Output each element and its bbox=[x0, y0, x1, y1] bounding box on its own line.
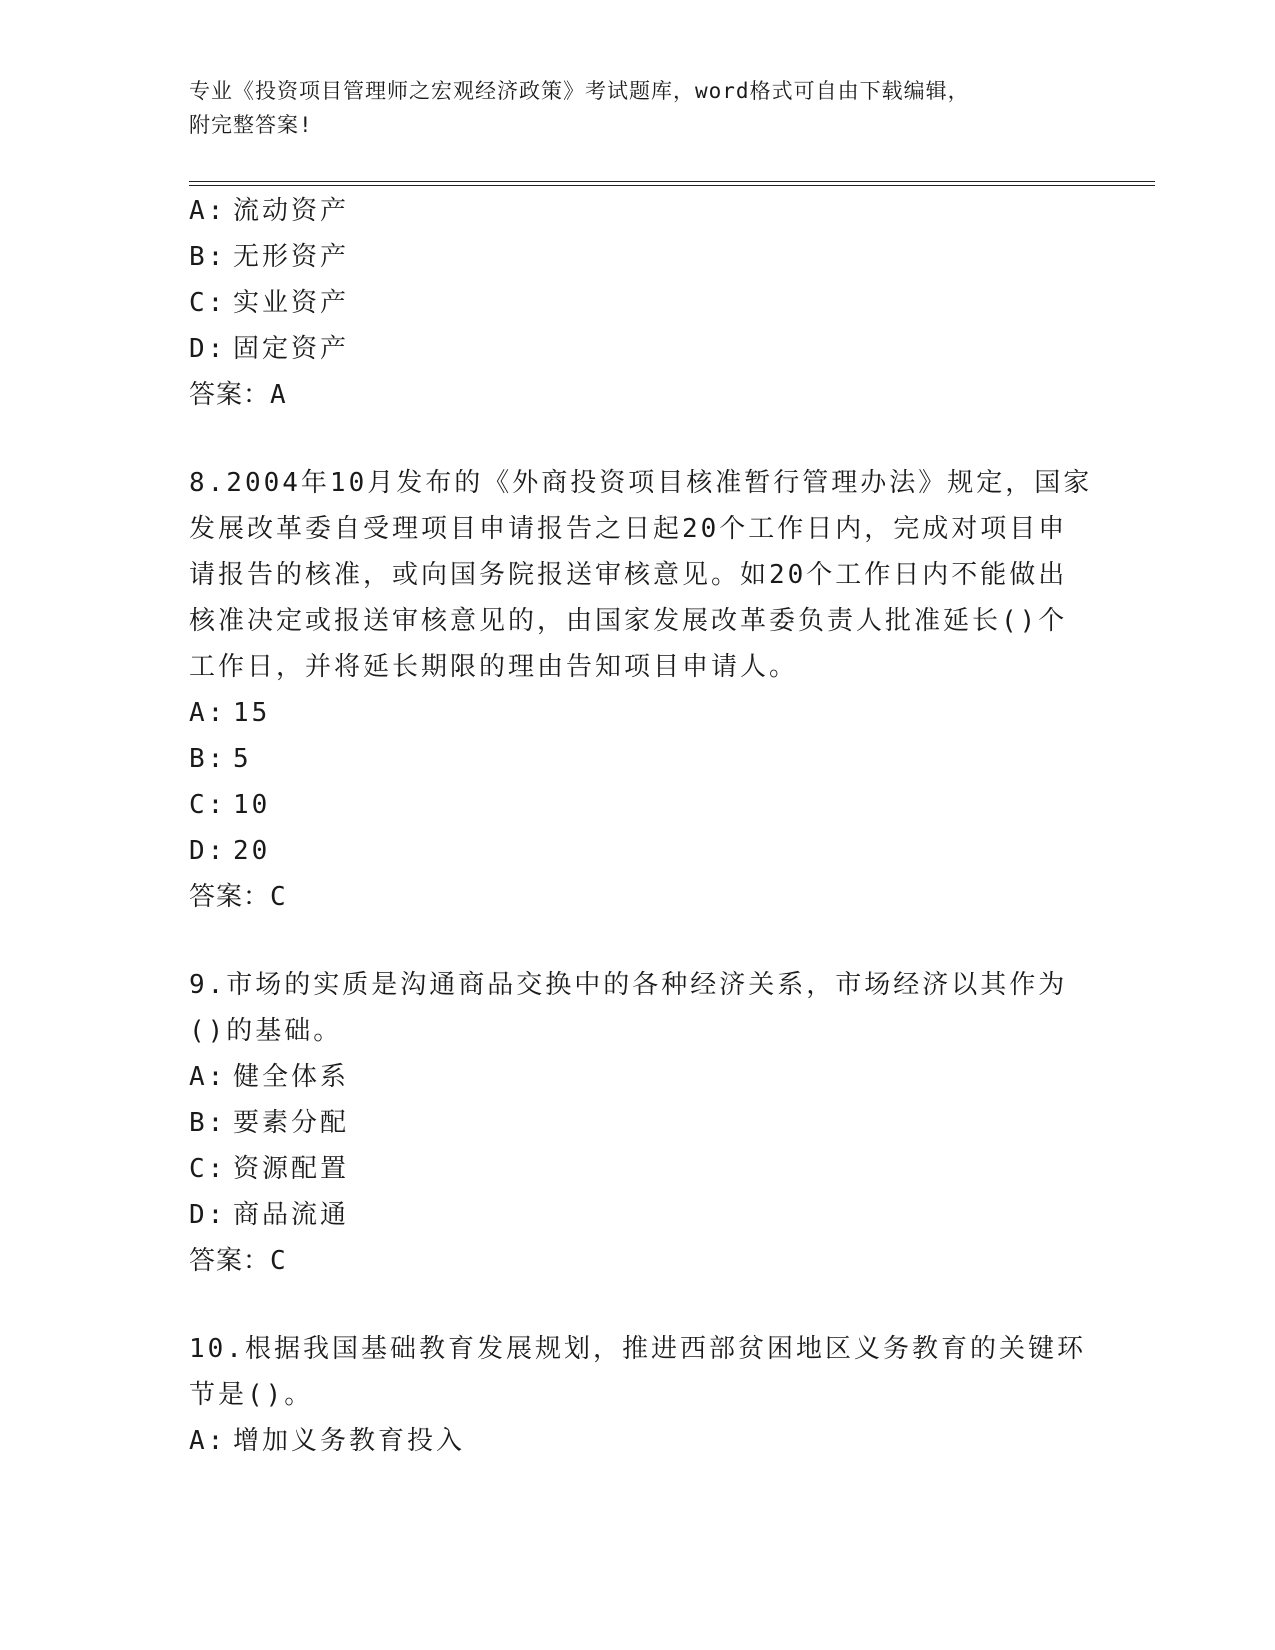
question-text-line: 请报告的核准，或向国务院报送审核意见。如20个工作日内不能做出 bbox=[189, 560, 1068, 590]
option-text: 要素分配 bbox=[233, 1108, 350, 1138]
option-letter: D: bbox=[189, 334, 227, 364]
answer-line bbox=[189, 874, 1089, 920]
header-line-1: 专业《投资项目管理师之宏观经济政策》考试题库，word格式可自由下载编辑， bbox=[189, 79, 970, 103]
option-a bbox=[189, 690, 1089, 736]
question-spacer bbox=[189, 1284, 1089, 1326]
option-text: 15 bbox=[233, 698, 271, 728]
option-text: 资源配置 bbox=[233, 1154, 350, 1184]
option-a bbox=[189, 188, 1089, 234]
prev-question-options bbox=[189, 188, 1089, 418]
option-c bbox=[189, 782, 1089, 828]
answer-value: C bbox=[270, 882, 289, 912]
option-text: 商品流通 bbox=[233, 1200, 350, 1230]
option-letter: D: bbox=[189, 836, 227, 866]
answer-line bbox=[189, 372, 1089, 418]
answer-line bbox=[189, 1238, 1089, 1284]
answer-label: 答案： bbox=[189, 1246, 271, 1276]
option-text: 实业资产 bbox=[233, 288, 350, 318]
option-letter: A: bbox=[189, 1426, 227, 1456]
option-text: 健全体系 bbox=[233, 1062, 350, 1092]
document-header-note bbox=[189, 74, 1069, 142]
option-letter: C: bbox=[189, 790, 227, 820]
option-letter: A: bbox=[189, 1062, 227, 1092]
option-text: 10 bbox=[233, 790, 271, 820]
answer-value: A bbox=[270, 380, 289, 410]
option-d bbox=[189, 326, 1089, 372]
option-text: 5 bbox=[233, 744, 252, 774]
option-letter: B: bbox=[189, 744, 227, 774]
option-text: 增加义务教育投入 bbox=[233, 1426, 466, 1456]
option-letter: A: bbox=[189, 698, 227, 728]
option-letter: C: bbox=[189, 288, 227, 318]
question-text-line: 8.2004年10月发布的《外商投资项目核准暂行管理办法》规定，国家 bbox=[189, 468, 1093, 498]
answer-label: 答案： bbox=[189, 882, 271, 912]
question-text-line: 9.市场的实质是沟通商品交换中的各种经济关系，市场经济以其作为 bbox=[189, 970, 1068, 1000]
option-a bbox=[189, 1418, 1089, 1464]
question-text-line: 发展改革委自受理项目申请报告之日起20个工作日内，完成对项目申 bbox=[189, 514, 1068, 544]
question-text-line: 10.根据我国基础教育发展规划，推进西部贫困地区义务教育的关键环 bbox=[189, 1334, 1086, 1364]
question-text-line: 节是()。 bbox=[189, 1380, 314, 1410]
option-b bbox=[189, 234, 1089, 280]
question-spacer bbox=[189, 920, 1089, 962]
option-letter: A: bbox=[189, 196, 227, 226]
option-letter: B: bbox=[189, 1108, 227, 1138]
question-8 bbox=[189, 460, 1093, 920]
option-c bbox=[189, 280, 1089, 326]
answer-label: 答案： bbox=[189, 380, 271, 410]
answer-value: C bbox=[270, 1246, 289, 1276]
option-a bbox=[189, 1054, 1089, 1100]
option-b bbox=[189, 1100, 1089, 1146]
option-text: 无形资产 bbox=[233, 242, 350, 272]
option-b bbox=[189, 736, 1089, 782]
option-c bbox=[189, 1146, 1089, 1192]
header-line-2: 附完整答案! bbox=[189, 113, 313, 137]
header-divider bbox=[189, 181, 1155, 186]
question-text-line: 工作日，并将延长期限的理由告知项目申请人。 bbox=[189, 652, 799, 682]
question-text-line: 核准决定或报送审核意见的，由国家发展改革委负责人批准延长()个 bbox=[189, 606, 1068, 636]
option-d bbox=[189, 828, 1089, 874]
option-letter: B: bbox=[189, 242, 227, 272]
option-text: 20 bbox=[233, 836, 271, 866]
question-content bbox=[189, 188, 1093, 1464]
option-text: 固定资产 bbox=[233, 334, 350, 364]
option-letter: C: bbox=[189, 1154, 227, 1184]
option-letter: D: bbox=[189, 1200, 227, 1230]
question-10 bbox=[189, 1326, 1089, 1464]
question-9 bbox=[189, 962, 1089, 1284]
question-text-line: ()的基础。 bbox=[189, 1016, 343, 1046]
option-text: 流动资产 bbox=[233, 196, 350, 226]
option-d bbox=[189, 1192, 1089, 1238]
question-spacer bbox=[189, 418, 1089, 460]
